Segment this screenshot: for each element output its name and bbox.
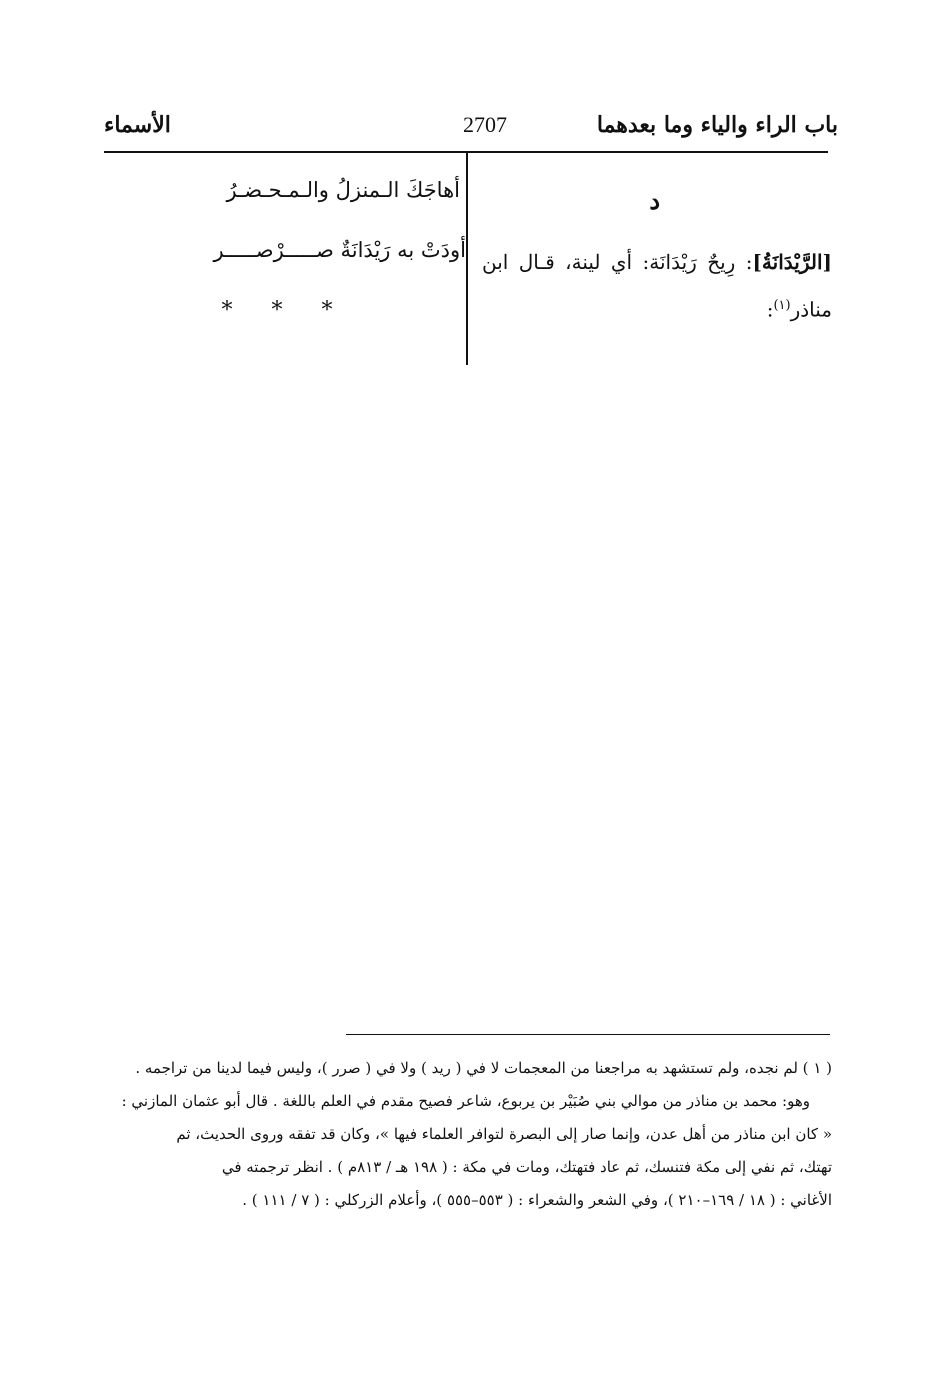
running-header-category: الأسماء (104, 112, 171, 138)
dictionary-entry (482, 240, 832, 332)
footnote-ref: (١) (773, 298, 791, 313)
entry-headword: [الرَّيْدَانَةُ] (752, 250, 832, 274)
footnote-line-2: وهو: محمد بن مناذر من موالي بني صُبَيْر بن يربوع، شاعر فصيح مقدم في العلم باللغة . قال أبو عثمان المازني : (121, 1092, 810, 1110)
section-letter: د (649, 186, 660, 215)
footnote-line-4: تهتك، ثم نفي إلى مكة فتنسك، ثم عاد فتهتك، ومات في مكة : ( ١٩٨ هـ / ٨١٣م ) . انظر ترجمته في (221, 1158, 832, 1176)
footnote-line-3: « كان ابن مناذر من أهل عدن، وإنما صار إلى البصرة لتوافر العلماء فيها »، وكان قد تفقه وروى الحديث، ثم (176, 1125, 832, 1143)
poem-line-2: أودَتْ به رَيْدَانَةٌ صـــــرْصـــــر (213, 238, 466, 262)
poem-line-1: أهاجَكَ الـمنزلُ والـمـحـضـرُ (226, 178, 460, 202)
running-header-section-title: باب الراء والياء وما بعدهما (596, 112, 838, 138)
footnote-line-5: الأغاني : ( ١٨ / ١٦٩–٢١٠ )، وفي الشعر والشعراء : ( ٥٥٣–٥٥٥ )، وأعلام الزركلي : ( ٧ / ١١١ ) . (242, 1191, 832, 1209)
footnote-line-1: ( ١ ) لم نجده، ولم تستشهد به مراجعنا من المعجمات لا في ( ريد ) ولا في ( صرر )، وليس فيما لدينا من تراجمه . (135, 1059, 832, 1077)
footnote-rule (346, 1034, 830, 1035)
footnotes (106, 1052, 832, 1217)
entry-text: : رِيحٌ رَيْدَانَة: أي لينة، قـال ابن مناذر (482, 250, 832, 322)
entry-tail: : (766, 297, 774, 322)
page-number: 2707 (463, 112, 507, 137)
column-divider (466, 151, 468, 365)
section-separator: * * * (221, 298, 349, 323)
